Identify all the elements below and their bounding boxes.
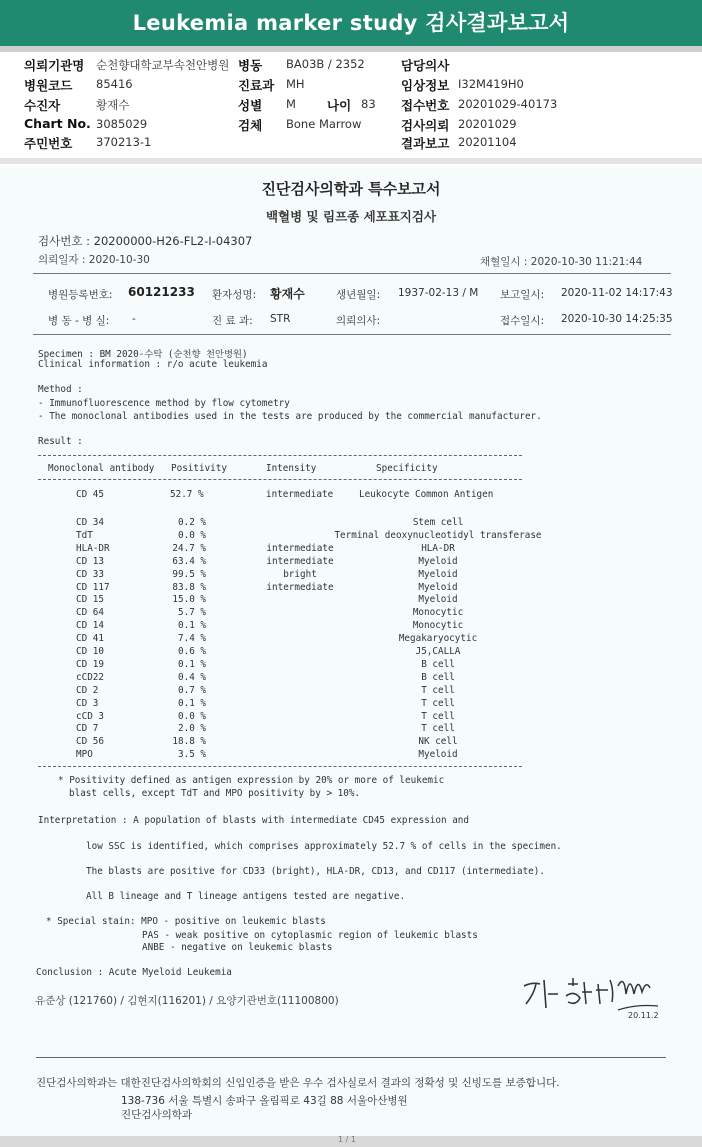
cell-specificity: Monocytic: [412, 620, 464, 632]
label-requesting-doctor: 의뢰의사:: [336, 315, 381, 327]
report-heading: 진단검사의학과 특수보고서: [261, 180, 441, 198]
table-row: [0, 620, 702, 633]
cell-specificity: Terminal deoxynucleotidyl transferase: [334, 529, 542, 541]
cell-intensity: intermediate: [266, 555, 334, 567]
cell-specificity: Megakaryocytic: [398, 633, 478, 645]
table-row: [0, 723, 702, 736]
table-row: [0, 736, 702, 749]
cell-positivity: 0.1 %: [178, 620, 206, 632]
cell-antibody: CD 10: [76, 646, 104, 657]
cell-antibody: CD 3: [76, 697, 99, 709]
value-chart-no: 3085029: [96, 117, 148, 131]
cell-antibody: CD 15: [76, 594, 104, 606]
col-antibody: Monoclonal antibody: [48, 463, 155, 474]
cell-positivity: 5.7 %: [178, 607, 206, 619]
cell-specificity: NK cell: [418, 736, 458, 748]
label-report-date: 결과보고: [401, 136, 450, 151]
value-patient-name: 황재수: [270, 287, 305, 301]
result-table-header: [0, 463, 702, 476]
value-clinical-info: I32M419H0: [458, 77, 524, 91]
clinical-info-line: Clinical information : r/o acute leukemia: [38, 359, 268, 370]
special-stain-line-3: ANBE - negative on leukemic blasts: [142, 942, 333, 953]
cell-positivity: 18.8 %: [172, 736, 206, 748]
result-heading: Result :: [38, 436, 83, 447]
value-specimen: Bone Marrow: [286, 117, 362, 131]
cell-antibody: CD 14: [76, 620, 104, 632]
report-title: Leukemia marker study 검사결과보고서: [132, 11, 570, 35]
table-top-rule: [38, 455, 522, 456]
handwritten-signature: [518, 964, 668, 1020]
cell-positivity: 0.1 %: [178, 658, 206, 670]
cell-antibody: CD 13: [76, 555, 104, 567]
cell-antibody: CD 64: [76, 607, 104, 619]
col-specificity: Specificity: [376, 463, 438, 474]
cell-positivity: 0.6 %: [178, 646, 206, 657]
value-patient: 황재수: [96, 98, 130, 112]
col-intensity: Intensity: [266, 463, 317, 474]
table-row: [0, 556, 702, 569]
table-row: [0, 530, 702, 543]
table-row: [0, 569, 702, 582]
cell-intensity: intermediate: [266, 542, 334, 554]
cell-intensity: intermediate: [266, 581, 334, 593]
value-requesting-institution: 순천향대학교부속천안병원: [96, 58, 230, 72]
cell-positivity: 83.8 %: [172, 581, 206, 593]
cell-positivity: 0.0 %: [178, 710, 206, 722]
cell-specificity: HLA-DR: [421, 542, 455, 554]
cell-positivity: 0.0 %: [178, 529, 206, 541]
interpretation-line-3: The blasts are positive for CD33 (bright), HLA-DR, CD13, and CD117 (intermediate).: [86, 866, 545, 877]
cell-positivity: 24.7 %: [172, 542, 206, 554]
value-ward-room: -: [132, 313, 136, 325]
label-request-date: 검사의뢰: [401, 118, 450, 133]
svg-text:20.11.2: 20.11.2: [628, 1011, 659, 1020]
cell-specificity: T cell: [421, 710, 455, 722]
col-positivity: Positivity: [171, 463, 227, 474]
cell-specificity: Myeloid: [418, 594, 458, 606]
cell-intensity: bright: [283, 568, 317, 580]
label-birth-date: 생년월일:: [336, 289, 381, 301]
label-registration-no: 병원등록번호:: [48, 289, 113, 301]
specimen-line: Specimen : BM 2020-수탁 (순천향 천안병원): [38, 349, 248, 360]
page-footer-bar: [0, 1136, 702, 1147]
cell-antibody: CD 33: [76, 568, 104, 580]
cell-antibody: TdT: [76, 529, 93, 541]
value-request-date: 20201029: [458, 117, 517, 131]
label-age: 나이: [327, 98, 352, 113]
method-line-2: - The monoclonal antibodies used in the tests are produced by the commercial manufacturer.: [38, 411, 542, 422]
footnote-line-1: * Positivity defined as antigen expression by 20% or more of leukemic: [58, 775, 445, 786]
cell-positivity: 15.0 %: [172, 594, 206, 606]
value-birth-date: 1937-02-13 / M: [398, 287, 479, 299]
cell-specificity: T cell: [421, 684, 455, 696]
value-age: 83: [361, 97, 376, 111]
cell-antibody: CD 41: [76, 633, 104, 645]
interpretation-line-2: low SSC is identified, which comprises approximately 52.7 % of cells in the specimen.: [86, 841, 562, 852]
info-top-rule: [33, 273, 671, 274]
special-stain-line-2: PAS - weak positive on cytoplasmic region of leukemic blasts: [142, 930, 478, 941]
cell-antibody: HLA-DR: [76, 542, 110, 554]
cell-specificity: Myeloid: [418, 555, 458, 567]
cell-specificity: J5,CALLA: [415, 646, 461, 657]
value-received-datetime: 2020-10-30 14:25:35: [561, 313, 673, 325]
label-dept: 진 료 과:: [212, 315, 253, 327]
value-dept: STR: [270, 313, 291, 325]
cell-positivity: 2.0 %: [178, 723, 206, 735]
table-bottom-rule: [38, 766, 522, 767]
cell-positivity: 0.2 %: [178, 517, 206, 528]
label-physician: 담당의사: [401, 58, 450, 73]
table-row: [0, 749, 702, 762]
interpretation-line-4: All B lineage and T lineage antigens tested are negative.: [86, 891, 406, 902]
table-row: [0, 594, 702, 607]
label-ward-room: 병 동 - 병 실:: [48, 315, 110, 327]
label-patient: 수진자: [24, 98, 61, 113]
cell-specificity: T cell: [421, 697, 455, 709]
signers-line: 유준상 (121760) / 김현지(116201) / 요양기관번호(11100800): [35, 995, 339, 1007]
value-hospital-code: 85416: [96, 77, 133, 91]
section-separator: [0, 158, 702, 164]
report-subheading: 백혈병 및 림프종 세포표지검사: [265, 209, 437, 224]
label-ward: 병동: [238, 58, 263, 73]
cell-specificity: Myeloid: [418, 581, 458, 593]
cell-antibody: CD 34: [76, 517, 104, 528]
interpretation-line-1: Interpretation : A population of blasts with intermediate CD45 expression and: [38, 815, 469, 826]
value-resident-no: 370213-1: [96, 135, 152, 149]
value-department: MH: [286, 77, 305, 91]
cell-positivity: 0.7 %: [178, 684, 206, 696]
cell-positivity: 63.4 %: [172, 555, 206, 567]
cell-antibody: CD 45: [76, 489, 104, 500]
label-sex: 성별: [238, 98, 263, 113]
cell-specificity: Myeloid: [418, 749, 458, 761]
cell-positivity: 0.1 %: [178, 697, 206, 709]
label-resident-no: 주민번호: [24, 136, 73, 151]
label-patient-name: 환자성명:: [212, 289, 257, 301]
collection-datetime: 채혈일시 : 2020-10-30 11:21:44: [480, 256, 643, 268]
report-title-bar: [0, 0, 702, 46]
cell-antibody: CD 19: [76, 658, 104, 670]
cell-positivity: 0.4 %: [178, 671, 206, 683]
label-report-datetime: 보고일시:: [500, 289, 545, 301]
cell-specificity: Myeloid: [418, 568, 458, 580]
table-row: [0, 633, 702, 646]
table-row: [0, 543, 702, 556]
table-row: [0, 698, 702, 711]
label-clinical-info: 임상정보: [401, 78, 450, 93]
value-registration-no: 60121233: [128, 285, 195, 299]
method-heading: Method :: [38, 384, 83, 395]
label-specimen: 검체: [238, 118, 263, 133]
table-row: [0, 646, 702, 659]
label-received-datetime: 접수일시:: [500, 315, 545, 327]
request-date: 의뢰일자 : 2020-10-30: [38, 254, 150, 266]
table-row: [0, 489, 702, 502]
cell-specificity: Monocytic: [412, 607, 464, 619]
label-department: 진료과: [238, 78, 275, 93]
info-bottom-rule: [33, 334, 671, 335]
value-report-date: 20201104: [458, 135, 517, 149]
cell-antibody: cCD 3: [76, 710, 104, 722]
value-report-datetime: 2020-11-02 14:17:43: [561, 287, 673, 299]
label-hospital-code: 병원코드: [24, 78, 73, 93]
cell-intensity: intermediate: [266, 489, 334, 500]
cell-positivity: 3.5 %: [178, 749, 206, 761]
cell-antibody: CD 7: [76, 723, 99, 735]
cell-specificity: B cell: [421, 658, 455, 670]
conclusion-line: Conclusion : Acute Myeloid Leukemia: [36, 967, 232, 978]
table-row: [0, 607, 702, 620]
cell-antibody: CD 2: [76, 684, 99, 696]
value-accession-no: 20201029-40173: [458, 97, 558, 111]
value-ward: BA03B / 2352: [286, 57, 365, 71]
hospital-address: 138-736 서울 특별시 송파구 올림픽로 43길 88 서울아산병원: [121, 1095, 408, 1107]
label-accession-no: 접수번호: [401, 98, 450, 113]
page-indicator: 1 / 1: [338, 1135, 356, 1144]
table-row: [0, 711, 702, 724]
cell-positivity: 7.4 %: [178, 633, 206, 645]
cell-antibody: MPO: [76, 749, 93, 761]
accreditation-statement: 진단검사의학과는 대한진단검사의학회의 신임인증을 받은 우수 검사실로서 결과의 정확성 및 신빙도를 보증합니다.: [36, 1077, 560, 1089]
cell-specificity: Leukocyte Common Antigen: [359, 489, 494, 500]
cell-specificity: B cell: [421, 671, 455, 683]
table-row: [0, 582, 702, 595]
title-divider: [0, 46, 702, 52]
table-row: [0, 685, 702, 698]
exam-number: 검사번호 : 20200000-H26-FL2-I-04307: [38, 234, 253, 248]
table-row: [0, 517, 702, 530]
cell-antibody: cCD22: [76, 671, 104, 683]
special-stain-line-1: * Special stain: MPO - positive on leukemic blasts: [46, 916, 326, 927]
value-sex: M: [286, 97, 296, 111]
cell-antibody: CD 117: [76, 581, 110, 593]
table-row: [0, 659, 702, 672]
cell-antibody: CD 56: [76, 736, 104, 748]
cell-positivity: 52.7 %: [170, 489, 204, 500]
table-header-rule: [38, 479, 522, 480]
footer-rule: [36, 1057, 666, 1058]
cell-specificity: T cell: [421, 723, 455, 735]
department-name: 진단검사의학과: [121, 1109, 193, 1121]
label-requesting-institution: 의뢰기관명: [24, 58, 85, 73]
cell-positivity: 99.5 %: [172, 568, 206, 580]
label-chart-no: Chart No.: [24, 116, 91, 131]
cell-specificity: Stem cell: [412, 517, 464, 528]
footnote-line-2: blast cells, except TdT and MPO positivity by > 10%.: [69, 788, 361, 799]
table-row: [0, 672, 702, 685]
method-line-1: - Immunofluorescence method by flow cytometry: [38, 398, 290, 409]
